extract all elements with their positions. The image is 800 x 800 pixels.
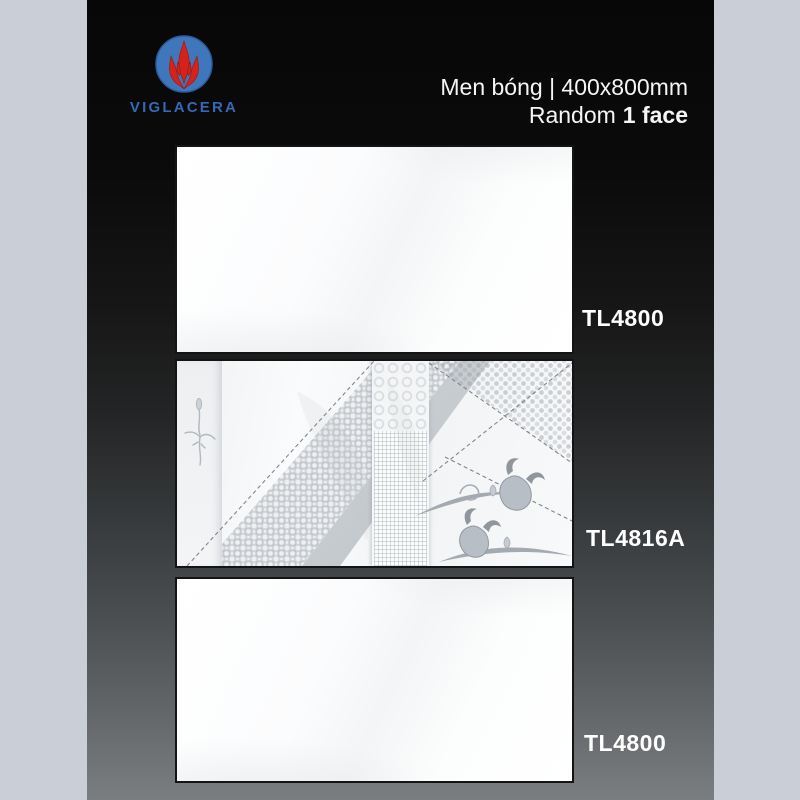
spec-random-face [440, 102, 688, 128]
tile-code-bottom: TL4800 [584, 730, 667, 756]
tile-gloss-sheen [177, 579, 572, 781]
tile-gloss-sheen [177, 147, 572, 352]
product-spec [440, 74, 688, 128]
tile-swatch-top [175, 145, 574, 354]
brand-wordmark: VIGLACERA [129, 99, 239, 116]
tile-code-middle: TL4816A [586, 525, 686, 551]
flame-icon [154, 34, 214, 94]
tile-swatch-decor [175, 359, 574, 568]
tile-code-top: TL4800 [582, 305, 665, 331]
spec-finish-size: Men bóng | 400x800mm [440, 74, 688, 100]
tile-swatch-bottom [175, 577, 574, 783]
spec-face-count: 1 face [622, 102, 688, 128]
brand-logo [126, 34, 242, 116]
spec-random-label: Random [528, 102, 616, 128]
decor-flower-overlay [177, 361, 572, 566]
